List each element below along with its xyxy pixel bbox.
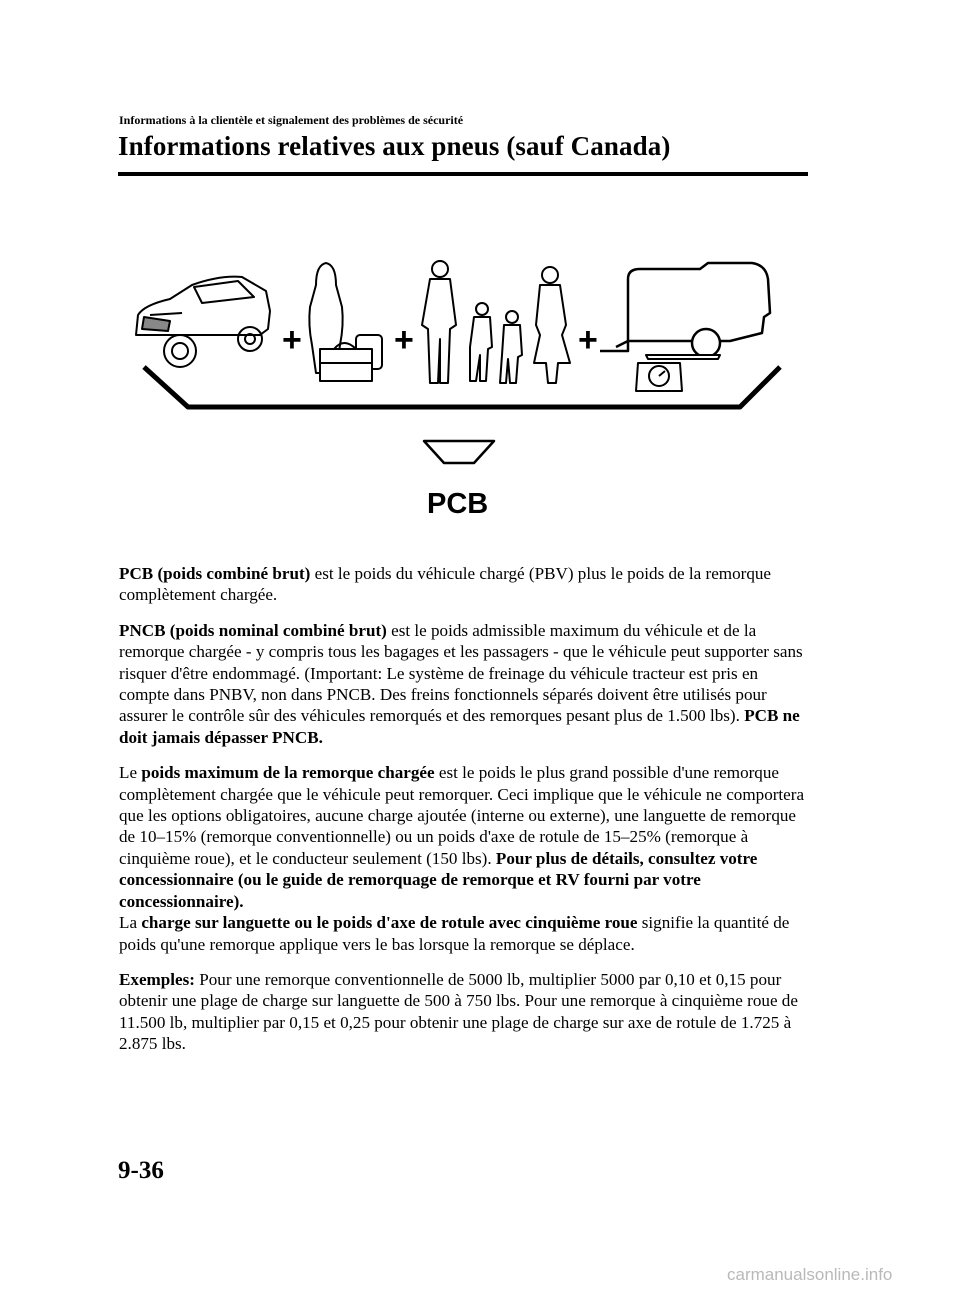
gcw-label: PCB <box>427 488 489 520</box>
passengers-icon <box>422 261 570 383</box>
paragraph-max-trailer: Le poids maximum de la remorque chargée est le poids le plus grand possible d'une remorque complètement chargée que le véhicule peut remorquer. Ceci implique que le véhicule ne comportera que les options obligatoires, aucune charge ajoutée (interne ou externe), une languette de remorque de 10–15% (remorque conventionnelle) ou un poids d'axe de rotule de 15–25% (remorque à cinquième roue), et le conducteur seulement (150 lbs). Pour plus de détails, consultez votre concessionnaire (ou le guide de remorquage de remorque et RV fourni par votre concessionnaire). <box>119 763 805 911</box>
scale-icon <box>636 355 720 391</box>
body-text <box>119 563 809 1069</box>
trailer-icon <box>600 263 770 357</box>
section-label: Informations à la clientèle et signalement des problèmes de sécurité <box>119 113 464 127</box>
down-arrow-icon <box>424 441 494 463</box>
plus-sign: + <box>282 321 302 359</box>
page-number: 9-36 <box>118 1157 164 1184</box>
page-title: Informations relatives aux pneus (sauf Canada) <box>118 131 671 161</box>
plus-sign: + <box>578 321 598 359</box>
gcw-figure <box>130 255 790 525</box>
paragraph-tongue-load: La charge sur languette ou le poids d'axe de rotule avec cinquième roue signifie la quantité de poids qu'une remorque applique vers le bas lorsque la remorque se déplace. <box>119 913 790 954</box>
luggage-icon <box>309 263 382 381</box>
sum-bracket <box>144 367 780 407</box>
gcw-illustration <box>130 255 790 525</box>
title-divider <box>118 172 808 176</box>
paragraph-pncb: PNCB (poids nominal combiné brut) est le poids admissible maximum du véhicule et de la remorque chargée - y compris tous les bagages et les passagers - que le véhicule peut supporter sans risquer d'être endommagé. (Important: Le système de freinage du véhicule tracteur est pris en compte dans PNBV, non dans PNCB. Des freins fonctionnels séparés doivent être utilisés pour assurer le contrôle sûr des véhicules remorqués et des remorques pesant plus de 1.500 lbs). PCB ne doit jamais dépasser PNCB. <box>119 620 803 747</box>
paragraph-examples: Exemples: Pour une remorque conventionnelle de 5000 lb, multiplier 5000 par 0,10 et 0,15 pour obtenir une plage de charge sur languette de 500 à 750 lbs. Pour une remorque à cinquième roue de 11.500 lb, multiplier par 0,15 et 0,25 pour obtenir une plage de charge sur axe de rotule de 1.725 à 2.875 lbs. <box>119 969 798 1054</box>
watermark: carmanualsonline.info <box>727 1265 893 1284</box>
plus-sign: + <box>394 321 414 359</box>
paragraph-pcb: PCB (poids combiné brut) est le poids du véhicule chargé (PBV) plus le poids de la remorque complètement chargée. <box>119 564 772 605</box>
vehicle-icon <box>136 277 270 367</box>
